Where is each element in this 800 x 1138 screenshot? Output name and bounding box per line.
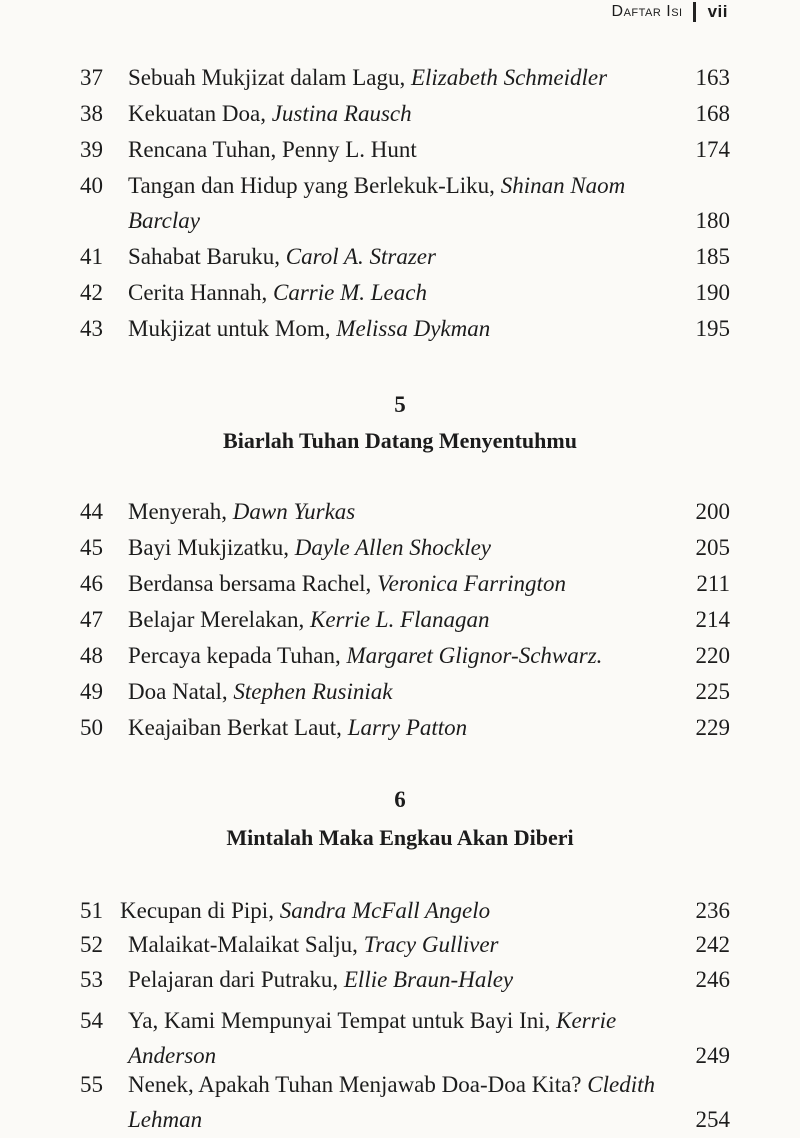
entry-number: 44	[80, 499, 103, 524]
entry-author: Elizabeth Schmeidler	[410, 65, 608, 90]
toc-entry	[80, 893, 730, 928]
entry-page: 185	[695, 244, 730, 269]
chapter-title: Biarlah Tuhan Datang Menyentuhmu	[223, 428, 577, 453]
page-number: vii	[707, 2, 728, 21]
entry-number: 46	[80, 571, 103, 596]
entry-number: 53	[80, 967, 103, 992]
entry-title: Percaya kepada Tuhan,	[128, 643, 341, 668]
entry-number: 54	[80, 1008, 103, 1033]
entry-number: 40	[80, 173, 103, 198]
chapter-number: 6	[394, 787, 406, 812]
entry-author: Veronica Farrington	[377, 571, 566, 596]
entry-page: 211	[696, 571, 730, 596]
entry-page: 190	[695, 280, 730, 305]
toc-entry	[80, 602, 730, 637]
entry-number: 41	[80, 244, 103, 269]
toc-entry	[80, 239, 730, 274]
entry-title: Menyerah,	[128, 499, 227, 524]
toc-entry	[80, 1067, 730, 1137]
entry-author: Larry Patton	[347, 715, 468, 740]
entry-author: Margaret Glignor-Schwarz.	[346, 643, 603, 668]
entry-author: Penny L. Hunt	[281, 137, 417, 162]
entry-author: Kerrie Anderson	[128, 1008, 617, 1068]
toc-entry	[80, 275, 730, 310]
toc-entry	[80, 674, 730, 709]
entry-number: 39	[80, 137, 103, 162]
entry-page: 236	[695, 898, 730, 923]
entry-title: Belajar Merelakan,	[128, 607, 305, 632]
entry-author: Melissa Dykman	[336, 316, 491, 341]
entry-number: 47	[80, 607, 103, 632]
entry-number: 49	[80, 679, 103, 704]
entry-title: Tangan dan Hidup yang Berlekuk-Liku,	[128, 173, 495, 198]
entry-number: 37	[80, 65, 103, 90]
entry-author: Kerrie L. Flanagan	[310, 607, 490, 632]
entry-number: 48	[80, 643, 103, 668]
toc-entry	[80, 638, 730, 673]
entry-page: 195	[695, 316, 730, 341]
entry-title: Doa Natal,	[128, 679, 228, 704]
entry-title: Malaikat-Malaikat Salju,	[128, 932, 358, 957]
entry-author: Sandra McFall Angelo	[279, 898, 491, 923]
entry-number: 42	[80, 280, 103, 305]
entry-title: Mukjizat untuk Mom,	[128, 316, 331, 341]
entry-author: Carrie M. Leach	[272, 280, 427, 305]
toc-entry	[80, 168, 730, 238]
entry-title: Bayi Mukjizatku,	[128, 535, 289, 560]
entry-title: Nenek, Apakah Tuhan Menjawab Doa-Doa Kita?	[128, 1072, 582, 1097]
entry-page: 174	[695, 137, 730, 162]
entry-author: Ellie Braun-Haley	[343, 967, 514, 992]
toc-entry	[80, 96, 730, 131]
header-divider	[693, 2, 696, 22]
toc-entry	[80, 60, 730, 95]
entry-page: 220	[695, 643, 730, 668]
toc-entry	[80, 311, 730, 346]
entry-number: 50	[80, 715, 103, 740]
entry-page: 254	[695, 1107, 730, 1132]
entry-number: 55	[80, 1072, 103, 1097]
entry-page: 214	[695, 607, 730, 632]
entry-page: 205	[695, 535, 730, 560]
entry-author: Carol A. Strazer	[285, 244, 436, 269]
entry-author: Stephen Rusiniak	[233, 679, 393, 704]
entry-page: 225	[695, 679, 730, 704]
entry-title: Berdansa bersama Rachel,	[128, 571, 372, 596]
entry-title: Keajaiban Berkat Laut,	[128, 715, 342, 740]
entry-page: 168	[695, 101, 730, 126]
toc-entry	[80, 132, 730, 167]
entry-number: 38	[80, 101, 103, 126]
entry-page: 180	[695, 208, 730, 233]
toc-entry	[80, 566, 730, 601]
entry-page: 229	[695, 715, 730, 740]
entry-title: Sahabat Baruku,	[128, 244, 281, 269]
chapter-title: Mintalah Maka Engkau Akan Diberi	[226, 825, 574, 850]
entry-title: Ya, Kami Mempunyai Tempat untuk Bayi Ini,	[128, 1008, 551, 1033]
entry-author: Dawn Yurkas	[232, 499, 356, 524]
entry-author: Cledith Lehman	[128, 1072, 655, 1132]
entry-number: 45	[80, 535, 103, 560]
entry-page: 249	[695, 1043, 730, 1068]
entry-author: Tracy Gulliver	[363, 932, 499, 957]
toc-entry	[80, 494, 730, 529]
entry-number: 43	[80, 316, 103, 341]
entry-title: Rencana Tuhan,	[128, 137, 277, 162]
chapter-number: 5	[394, 392, 406, 417]
section-name: Daftar Isi	[611, 3, 683, 20]
entry-author: Shinan Naom Barclay	[128, 173, 626, 233]
entry-title: Sebuah Mukjizat dalam Lagu,	[128, 65, 406, 90]
running-header	[612, 0, 728, 24]
toc-entry	[80, 530, 730, 565]
toc-entry	[80, 962, 730, 997]
toc-entry	[80, 1003, 730, 1073]
entry-page: 200	[695, 499, 730, 524]
entry-title: Kekuatan Doa,	[128, 101, 266, 126]
toc-entry	[80, 927, 730, 962]
entry-number: 52	[80, 932, 103, 957]
entry-page: 246	[695, 967, 730, 992]
entry-page: 242	[695, 932, 730, 957]
entry-title: Cerita Hannah,	[128, 280, 268, 305]
entry-number: 51	[80, 898, 103, 923]
entry-author: Justina Rausch	[271, 101, 412, 126]
toc-entry	[80, 710, 730, 745]
entry-author: Dayle Allen Shockley	[294, 535, 491, 560]
entry-title: Kecupan di Pipi,	[120, 898, 274, 923]
entry-page: 163	[695, 65, 730, 90]
entry-title: Pelajaran dari Putraku,	[128, 967, 339, 992]
